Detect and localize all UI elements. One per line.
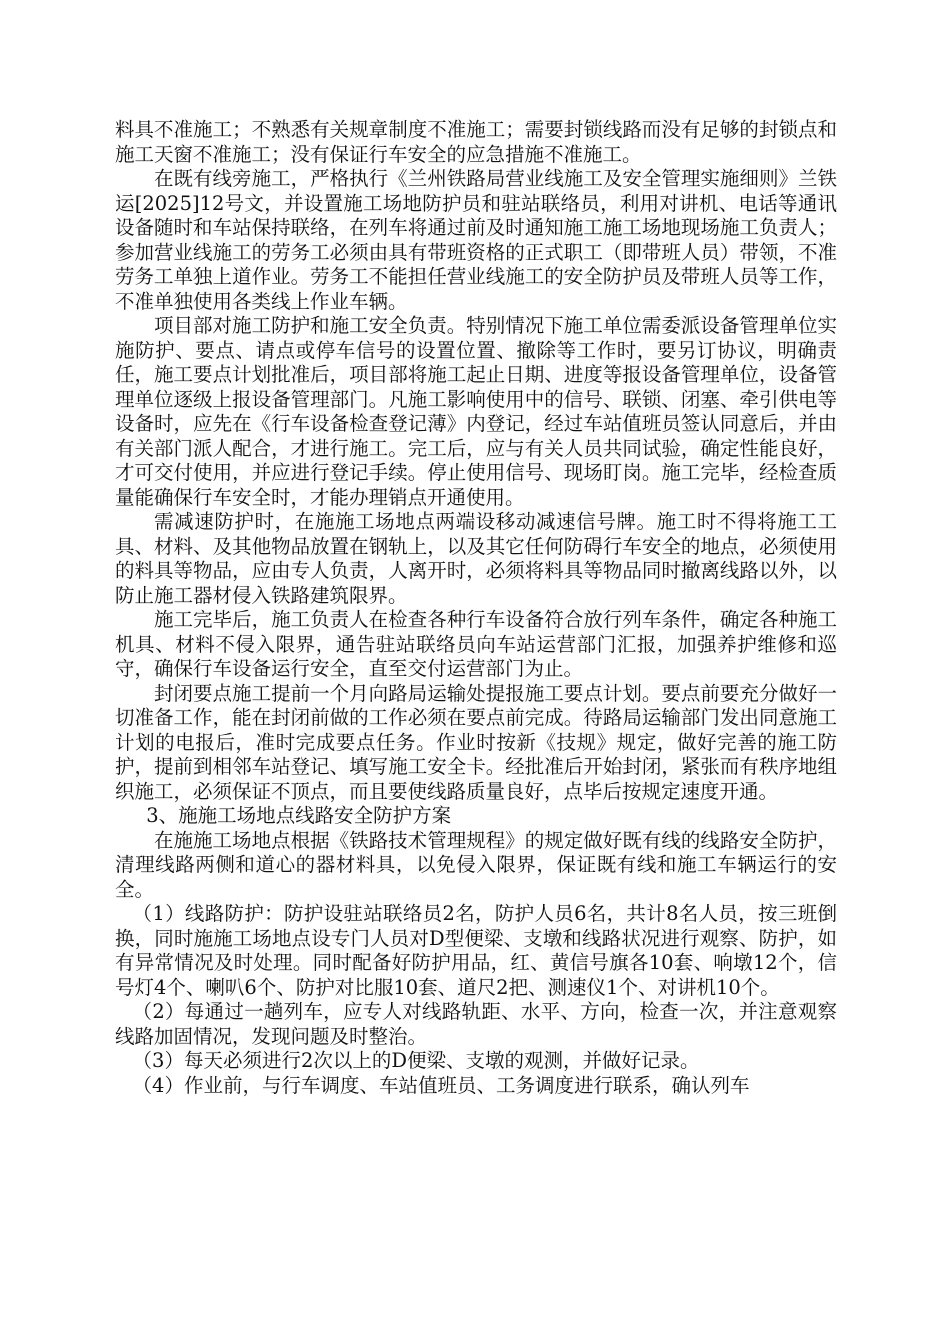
paragraph-line-safety-intro: 在施施工场地点根据《铁路技术管理规程》的规定做好既有线的线路安全防护，清理线路两侧和道心的器材料具，以免侵入限界，保证既有线和施工车辆运行的安全。 — [115, 828, 837, 901]
list-item-2-train-check: （2）每通过一趟列车，应专人对线路轨距、水平、方向，检查一次，并注意观察线路加固情况，发现问题及时整治。 — [115, 1000, 837, 1048]
list-item-3-observation: （3）每天必须进行2次以上的D便梁、支墩的观测，并做好记录。 — [132, 1049, 700, 1072]
paragraph-project-responsibility: 项目部对施工防护和施工安全负责。特别情况下施工单位需委派设备管理单位实施防护、要点、请点或停车信号的设置位置、撤除等工作时，要另订协议，明确责任，施工要点计划批准后，项目部将施工起止日期、进度等报设备管理单位，设备管理单位逐级上报设备管理部门。凡施工影响使用中的信号、联锁、闭塞、牵引供电等设备时，应先在《行车设备检查登记薄》内登记，经过车站值班员签认同意后，并由有关部门派人配合，才进行施工。完工后，应与有关人员共同试验，确定性能良好，才可交付使用，并应进行登记手续。停止使用信号、现场盯岗。施工完毕，经检查质量能确保行车安全时，才能办理销点开通使用。 — [115, 314, 837, 509]
paragraph-closure-plan: 封闭要点施工提前一个月向路局运输处提报施工要点计划。要点前要充分做好一切准备工作，能在封闭前做的工作必须在要点前完成。待路局运输部门发出同意施工计划的电报后，准时完成要点任务。作业时按新《技规》规定，做好完善的施工防护，提前到相邻车站登记、填写施工安全卡。经批准后开始封闭，紧张而有秩序地组织施工，必须保证不顶点，而且要使线路质量良好，点毕后按规定速度开通。 — [115, 681, 837, 803]
document-page — [115, 118, 837, 1098]
list-item-1-line-protection: （1）线路防护：防护设驻站联络员2名，防护人员6名，共计8名人员，按三班倒换，同时施施工场地点设专门人员对D型便梁、支墩和线路状况进行观察、防护，如有异常情况及时处理。同时配备好防护用品，红、黄信号旗各10套、响墩12个，信号灯4个、喇叭6个、防护对比服10套、道尺2把、测速仪1个、对讲机10个。 — [115, 902, 837, 999]
paragraph-after-construction: 施工完毕后，施工负责人在检查各种行车设备符合放行列车条件，确定各种施工机具、材料不侵入限界，通告驻站联络员向车站运营部门汇报，加强养护维修和巡守，确保行车设备运行安全，直至交付运营部门为止。 — [115, 608, 837, 680]
section-heading-line-safety: 3、施施工场地点线路安全防护方案 — [146, 804, 452, 827]
paragraph-speed-reduction: 需减速防护时，在施施工场地点两端设移动减速信号牌。施工时不得将施工工具、材料、及其他物品放置在钢轨上，以及其它任何防碍行车安全的地点，必须使用的料具等物品，应由专人负责，人离开时，必须将料具等物品同时撤离线路以外，以防止施工器材侵入铁路建筑限界。 — [115, 510, 837, 607]
list-item-4-coordination: （4）作业前，与行车调度、车站值班员、工务调度进行联系，确认列车 — [132, 1073, 750, 1097]
paragraph-adjacent-line-construction: 在既有线旁施工，严格执行《兰州铁路局营业线施工及安全管理实施细则》兰铁运[2025]12号文，并设置施工场地防护员和驻站联络员，利用对讲机、电话等通讯设备随时和车站保持联络，在列车将通过前及时通知施工施工场地现场施工负责人；参加营业线施工的劳务工必须由具有带班资格的正式职工（即带班人员）带领，不准劳务工单独上道作业。劳务工不能担任营业线施工的安全防护员及带班人员等工作，不准单独使用各类线上作业车辆。 — [115, 167, 837, 313]
paragraph-prohibitions-end: 料具不准施工；不熟悉有关规章制度不准施工；需要封锁线路而没有足够的封锁点和施工天窗不准施工；没有保证行车安全的应急措施不准施工。 — [115, 118, 837, 166]
